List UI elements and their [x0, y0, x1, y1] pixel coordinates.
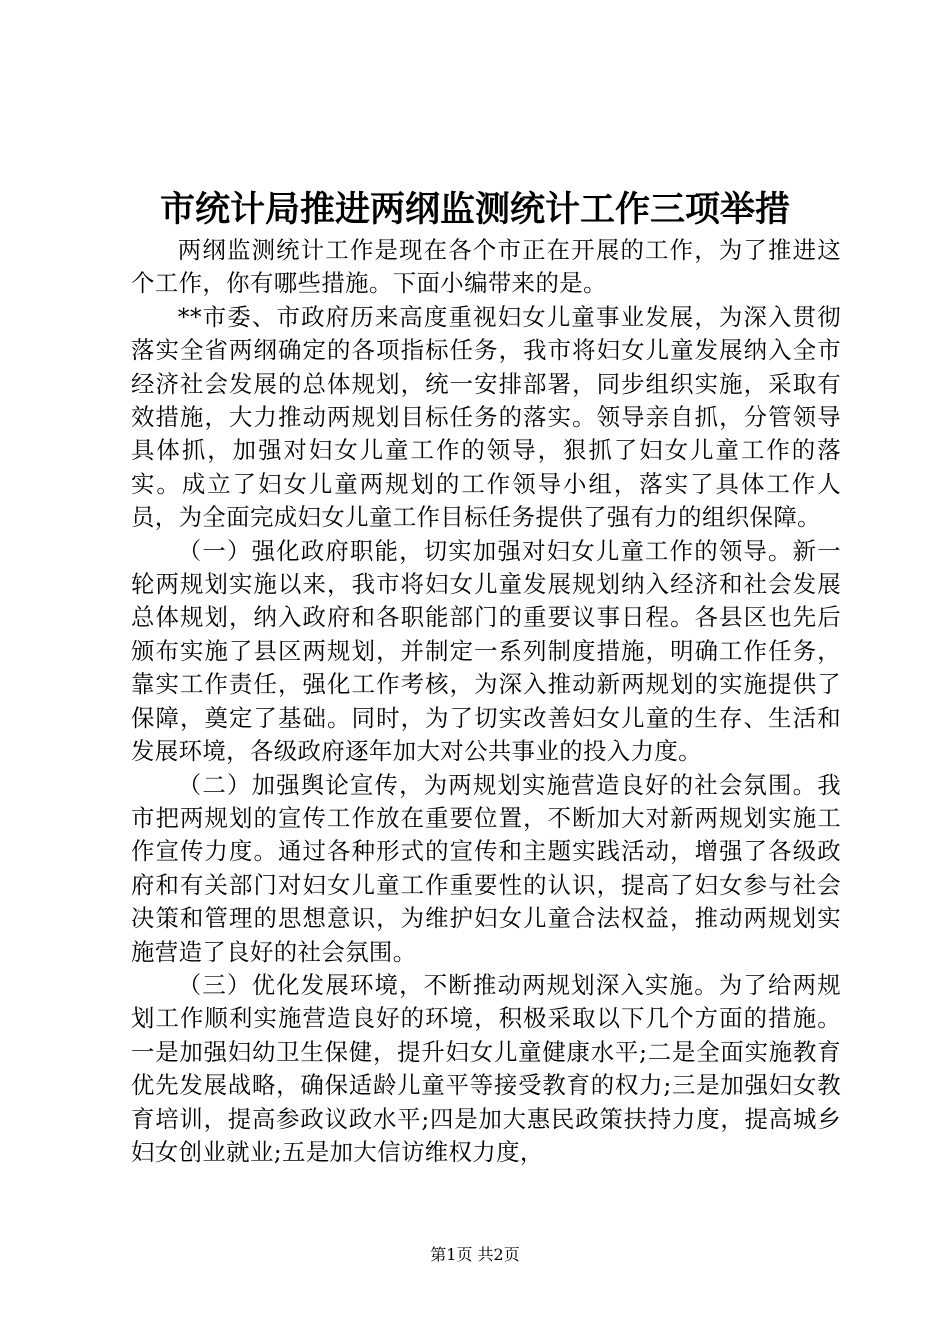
measure-one-paragraph: （一）强化政府职能，切实加强对妇女儿童工作的领导。新一轮两规划实施以来，我市将妇女儿童发展规划纳入经济和社会发展总体规划，纳入政府和各职能部门的重要议事日程。各县区也先后颁布实施了县区两规划，并制定一系列制度措施，明确工作任务，靠实工作责任，强化工作考核，为深入推动新两规划的实施提供了保障，奠定了基础。同时，为了切实改善妇女儿童的生存、生活和发展环境，各级政府逐年加大对公共事业的投入力度。 [131, 536, 841, 766]
document-title: 市统计局推进两纲监测统计工作三项举措 [159, 190, 790, 230]
document-body [131, 234, 841, 1169]
overview-paragraph: **市委、市政府历来高度重视妇女儿童事业发展，为深入贯彻落实全省两纲确定的各项指标任务，我市将妇女儿童发展纳入全市经济社会发展的总体规划，统一安排部署，同步组织实施，采取有效措施，大力推动两规划目标任务的落实。领导亲自抓，分管领导具体抓，加强对妇女儿童工作的领导，狠抓了妇女儿童工作的落实。成立了妇女儿童两规划的工作领导小组，落实了具体工作人员，为全面完成妇女儿童工作目标任务提供了强有力的组织保障。 [131, 302, 841, 532]
page-number-footer: 第1页 共2页 [430, 1245, 520, 1264]
measure-two-paragraph: （二）加强舆论宣传，为两规划实施营造良好的社会氛围。我市把两规划的宣传工作放在重要位置，不断加大对新两规划实施工作宣传力度。通过各种形式的宣传和主题实践活动，增强了各级政府和有关部门对妇女儿童工作重要性的认识，提高了妇女参与社会决策和管理的思想意识，为维护妇女儿童合法权益，推动两规划实施营造了良好的社会氛围。 [131, 770, 841, 966]
intro-paragraph: 两纲监测统计工作是现在各个市正在开展的工作，为了推进这个工作，你有哪些措施。下面小编带来的是。 [131, 236, 841, 298]
measure-three-paragraph: （三）优化发展环境，不断推动两规划深入实施。为了给两规划工作顺利实施营造良好的环境，积极采取以下几个方面的措施。一是加强妇幼卫生保健，提升妇女儿童健康水平;二是全面实施教育优先发展战略，确保适龄儿童平等接受教育的权力;三是加强妇女教育培训，提高参政议政水平;四是加大惠民政策扶持力度，提高城乡妇女创业就业;五是加大信访维权力度， [131, 970, 841, 1166]
